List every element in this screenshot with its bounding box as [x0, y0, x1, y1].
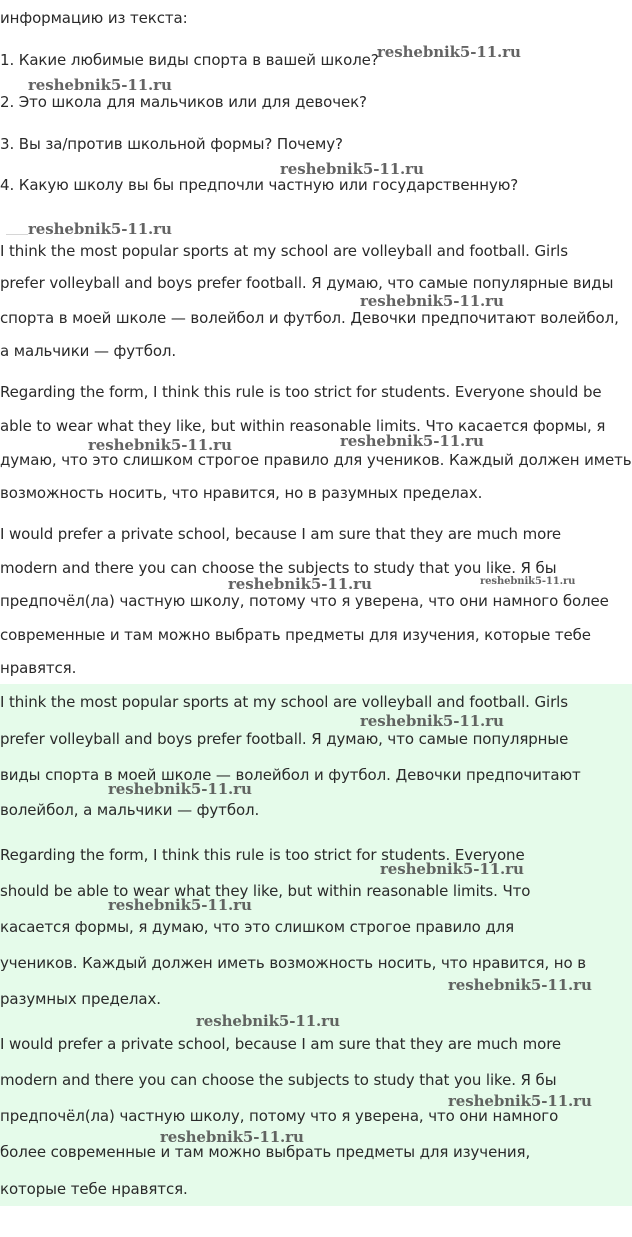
highlight-3-line-2: modern and there you can choose the subjects to study that you like. Я бы [0, 1071, 557, 1089]
watermark: reshebnik5-11.ru [88, 436, 232, 454]
watermark: reshebnik5-11.ru [108, 896, 252, 914]
answer-2-line-1: Regarding the form, I think this rule is too strict for students. Everyone should be [0, 383, 602, 401]
highlight-1-line-3: виды спорта в моей школе — волейбол и футбол. Девочки предпочитают [0, 766, 581, 784]
highlight-2-line-3: касается формы, я думаю, что это слишком строгое правило для [0, 918, 515, 936]
watermark: reshebnik5-11.ru [28, 220, 172, 238]
answer-3-line-3: предпочёл(ла) частную школу, потому что я уверена, что они намного более [0, 592, 609, 610]
question-2: 2. Это школа для мальчиков или для девочек? [0, 93, 367, 111]
highlight-1-line-2: prefer volleyball and boys prefer football. Я думаю, что самые популярные [0, 730, 569, 748]
watermark: reshebnik5-11.ru [196, 1012, 340, 1030]
watermark: reshebnik5-11.ru [377, 43, 521, 61]
question-1: 1. Какие любимые виды спорта в вашей школе? [0, 51, 379, 69]
watermark: reshebnik5-11.ru [28, 76, 172, 94]
answer-3-line-5: нравятся. [0, 659, 77, 677]
highlight-2-line-4: учеников. Каждый должен иметь возможность носить, что нравится, но в [0, 954, 586, 972]
watermark: reshebnik5-11.ru [448, 1092, 592, 1110]
answer-1-line-4: а мальчики — футбол. [0, 342, 177, 360]
answer-3-line-2: modern and there you can choose the subjects to study that you like. Я бы [0, 559, 557, 577]
highlight-3-line-1: I would prefer a private school, because I am sure that they are much more [0, 1035, 562, 1053]
highlight-3-line-3: предпочёл(ла) частную школу, потому что я уверена, что они намного [0, 1107, 559, 1125]
highlight-3-line-4: более современные и там можно выбрать предметы для изучения, [0, 1143, 531, 1161]
watermark: reshebnik5-11.ru [280, 160, 424, 178]
answer-2-line-4: возможность носить, что нравится, но в разумных пределах. [0, 484, 483, 502]
highlight-3-line-5: которые тебе нравятся. [0, 1180, 188, 1198]
answer-3-line-4: современные и там можно выбрать предметы для изучения, которые тебе [0, 626, 591, 644]
watermark: reshebnik5-11.ru [108, 780, 252, 798]
watermark: reshebnik5-11.ru [340, 432, 484, 450]
answer-2-line-2: able to wear what they like, but within reasonable limits. Что касается формы, я [0, 417, 606, 435]
watermark: reshebnik5-11.ru [228, 575, 372, 593]
question-4: 4. Какую школу вы бы предпочли частную или государственную? [0, 176, 519, 194]
highlight-1-line-4: волейбол, а мальчики — футбол. [0, 801, 260, 819]
answer-1-line-2: prefer volleyball and boys prefer football. Я думаю, что самые популярные виды [0, 274, 614, 292]
watermark: reshebnik5-11.ru [380, 860, 524, 878]
watermark: reshebnik5-11.ru [360, 292, 504, 310]
answer-2-line-3: думаю, что это слишком строгое правило для учеников. Каждый должен иметь [0, 451, 632, 469]
watermark: reshebnik5-11.ru [360, 712, 504, 730]
highlight-2-line-5: разумных пределах. [0, 990, 161, 1008]
answer-1-line-1: I think the most popular sports at my school are volleyball and football. Girls [0, 242, 568, 260]
intro-text: информацию из текста: [0, 9, 188, 27]
highlight-1-line-1: I think the most popular sports at my school are volleyball and football. Girls [0, 693, 568, 711]
answer-1-line-3: спорта в моей школе — волейбол и футбол. Девочки предпочитают волейбол, [0, 309, 619, 327]
highlight-2-line-2: should be able to wear what they like, but within reasonable limits. Что [0, 882, 531, 900]
highlight-2-line-1: Regarding the form, I think this rule is too strict for students. Everyone [0, 846, 525, 864]
watermark: reshebnik5-11.ru [448, 976, 592, 994]
watermark: reshebnik5-11.ru [160, 1128, 304, 1146]
highlighted-answer-box [0, 684, 632, 1206]
divider [6, 234, 28, 235]
question-3: 3. Вы за/против школьной формы? Почему? [0, 135, 343, 153]
watermark: reshebnik5-11.ru [480, 576, 576, 587]
answer-3-line-1: I would prefer a private school, because I am sure that they are much more [0, 525, 562, 543]
